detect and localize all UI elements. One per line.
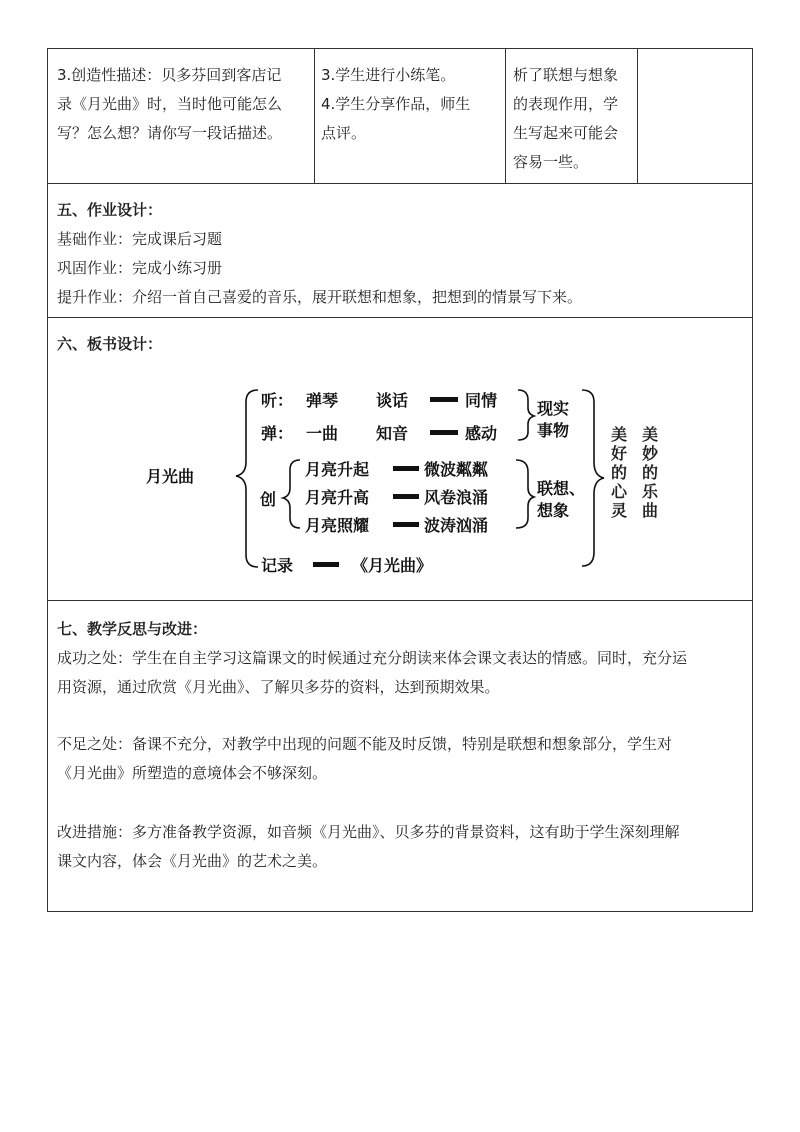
board-text: 弹琴 [306, 391, 339, 410]
cell-line: 录《月光曲》时，当时他可能怎么 [57, 95, 283, 113]
board-jilu: 记录 [261, 556, 294, 575]
homework-line: 提升作业：介绍一首自己喜爱的音乐，展开联想和想象，把想到的情景写下来。 [57, 288, 583, 306]
board-reality: 事物 [537, 421, 570, 440]
reality-brace [518, 390, 534, 440]
board-heading: 六、板书设计： [57, 335, 163, 353]
cell-line: 4.学生分享作品，师生 [321, 95, 471, 113]
board-text: 风卷浪涌 [424, 488, 489, 507]
cell-line: 容易一些。 [513, 153, 589, 171]
reflection-line: 成功之处：学生在自主学习这篇课文的时候通过充分朗读来体会课文表达的情感。同时，充分运 [57, 649, 688, 667]
board-music-column: 美妙的乐曲 [641, 425, 658, 520]
imagination-brace [516, 460, 534, 528]
board-text: 波涛汹涌 [424, 516, 489, 535]
cell-line: 生写起来可能会 [513, 124, 619, 142]
board-imagination: 想象 [537, 501, 570, 520]
main-brace [236, 390, 258, 567]
board-text: 谈话 [376, 391, 409, 410]
homework-line: 巩固作业：完成小练习册 [57, 259, 223, 277]
dash [313, 562, 339, 567]
board-text: 月亮升起 [305, 460, 370, 479]
dash [430, 430, 458, 435]
cell-line: 3.学生进行小练笔。 [321, 66, 456, 84]
board-text: 月亮照耀 [305, 516, 370, 535]
board-text: 感动 [465, 424, 498, 443]
reflection-line: 《月光曲》所塑造的意境体会不够深刻。 [57, 764, 328, 782]
outer-right-brace [582, 390, 604, 566]
homework-line: 基础作业：完成课后习题 [57, 230, 223, 248]
board-text: 月亮升高 [305, 488, 370, 507]
cell-line: 3.创造性描述：贝多芬回到客店记 [57, 66, 282, 84]
board-text: 同情 [465, 391, 498, 410]
reflection-heading: 七、教学反思与改进： [57, 620, 208, 638]
reflection-line: 课文内容，体会《月光曲》的艺术之美。 [57, 852, 328, 870]
board-imagination: 联想、 [537, 479, 586, 498]
board-chuang: 创 [260, 490, 277, 509]
board-text: 微波粼粼 [424, 460, 489, 479]
reflection-line: 用资源，通过欣赏《月光曲》、了解贝多芬的资料，达到预期效果。 [57, 678, 500, 696]
create-brace [283, 460, 300, 528]
reflection-line: 不足之处：备课不充分，对教学中出现的问题不能及时反馈，特别是联想和想象部分，学生对 [57, 735, 673, 753]
dash [430, 397, 458, 402]
cell-line: 的表现作用，学 [513, 95, 619, 113]
dash [393, 494, 419, 499]
board-heart-column: 美好的心灵 [610, 425, 627, 520]
board-tan: 弹： [261, 424, 294, 443]
board-center-title: 月光曲 [146, 467, 195, 486]
homework-heading: 五、作业设计： [57, 201, 163, 219]
board-text: 《月光曲》 [352, 556, 433, 575]
board-text: 知音 [376, 424, 409, 443]
board-reality: 现实 [537, 399, 570, 418]
cell-line: 点评。 [321, 124, 367, 142]
dash [393, 522, 419, 527]
reflection-line: 改进措施：多方准备教学资源，如音频《月光曲》、贝多芬的背景资料，这有助于学生深刻理解 [57, 823, 680, 841]
cell-line: 析了联想与想象 [513, 66, 619, 84]
dash [393, 466, 419, 471]
board-text: 一曲 [306, 424, 339, 443]
board-ting: 听： [261, 391, 294, 410]
cell-line: 写？怎么想？请你写一段话描述。 [57, 124, 283, 142]
